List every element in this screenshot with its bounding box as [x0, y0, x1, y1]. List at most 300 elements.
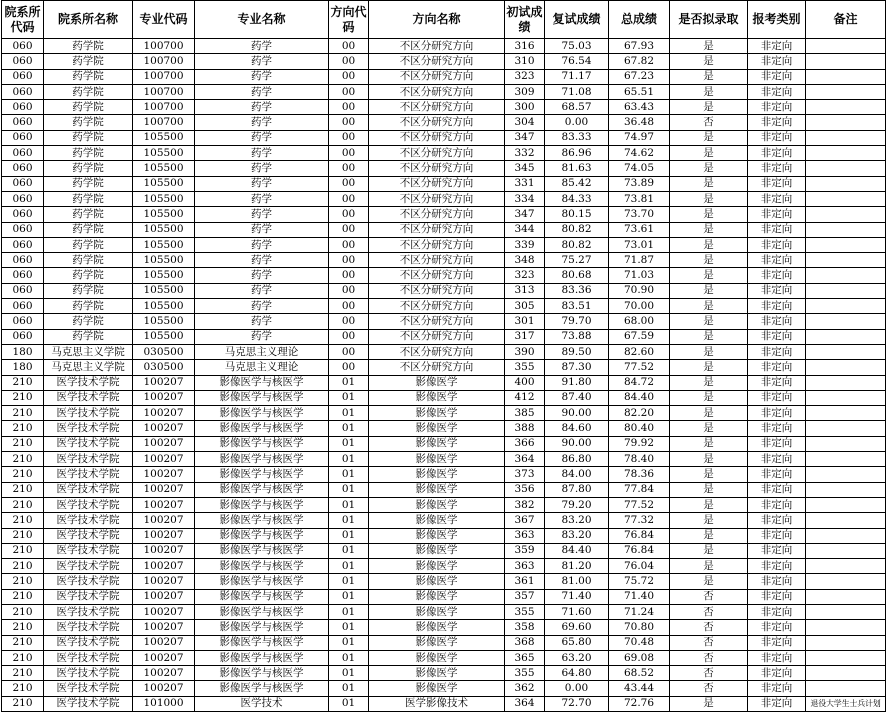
admit-status-cell: 是 [670, 191, 748, 206]
dept-code-cell: 210 [2, 559, 44, 574]
table-row [2, 467, 886, 482]
dept-name-cell: 医学技术学院 [44, 681, 133, 696]
total-score-cell: 80.40 [609, 421, 670, 436]
prelim-score-cell: 301 [505, 314, 545, 329]
dept-code-cell: 210 [2, 467, 44, 482]
dept-code-cell: 060 [2, 100, 44, 115]
total-score-cell: 70.00 [609, 299, 670, 314]
direction-code-cell: 01 [329, 421, 369, 436]
major-code-cell: 101000 [133, 696, 195, 711]
dept-name-cell: 医学技术学院 [44, 543, 133, 558]
direction-name-cell: 不区分研究方向 [369, 222, 505, 237]
apply-type-cell: 非定向 [748, 482, 806, 497]
apply-type-cell: 非定向 [748, 406, 806, 421]
apply-type-cell: 非定向 [748, 176, 806, 191]
prelim-score-cell: 347 [505, 130, 545, 145]
admit-status-cell: 否 [670, 589, 748, 604]
major-code-cell: 100700 [133, 115, 195, 130]
apply-type-cell: 非定向 [748, 283, 806, 298]
major-code-cell: 100207 [133, 666, 195, 681]
major-code-cell: 100207 [133, 650, 195, 665]
prelim-score-cell: 400 [505, 375, 545, 390]
apply-type-cell: 非定向 [748, 344, 806, 359]
apply-type-cell: 非定向 [748, 191, 806, 206]
table-row [2, 604, 886, 619]
apply-type-cell: 非定向 [748, 54, 806, 69]
apply-type-cell: 非定向 [748, 360, 806, 375]
prelim-score-cell: 355 [505, 360, 545, 375]
dept-code-cell: 210 [2, 436, 44, 451]
major-code-cell: 100207 [133, 421, 195, 436]
direction-code-cell: 00 [329, 146, 369, 161]
apply-type-cell: 非定向 [748, 666, 806, 681]
major-code-cell: 100207 [133, 635, 195, 650]
apply-type-cell: 非定向 [748, 207, 806, 222]
table-body [2, 39, 886, 712]
direction-name-cell: 不区分研究方向 [369, 54, 505, 69]
dept-code-cell: 210 [2, 421, 44, 436]
major-code-cell: 100207 [133, 513, 195, 528]
admit-status-cell: 否 [670, 115, 748, 130]
dept-name-cell: 医学技术学院 [44, 482, 133, 497]
dept-code-cell: 060 [2, 314, 44, 329]
direction-name-cell: 影像医学 [369, 452, 505, 467]
admission-results-table [1, 0, 886, 712]
total-score-cell: 71.40 [609, 589, 670, 604]
direction-name-cell: 不区分研究方向 [369, 237, 505, 252]
remarks-cell: 退役大学生士兵计划 [806, 696, 886, 711]
apply-type-cell: 非定向 [748, 696, 806, 711]
total-score-cell: 70.90 [609, 283, 670, 298]
apply-type-cell: 非定向 [748, 253, 806, 268]
direction-code-cell: 01 [329, 681, 369, 696]
dept-code-cell: 210 [2, 589, 44, 604]
direction-code-cell: 01 [329, 574, 369, 589]
dept-name-cell: 药学院 [44, 253, 133, 268]
prelim-score-cell: 345 [505, 161, 545, 176]
major-name-cell: 影像医学与核医学 [195, 574, 329, 589]
major-code-cell: 100207 [133, 406, 195, 421]
prelim-score-cell: 355 [505, 666, 545, 681]
table-row [2, 482, 886, 497]
table-row [2, 513, 886, 528]
admit-status-cell: 否 [670, 666, 748, 681]
apply-type-cell: 非定向 [748, 635, 806, 650]
dept-name-cell: 药学院 [44, 268, 133, 283]
table-row [2, 69, 886, 84]
direction-name-cell: 影像医学 [369, 650, 505, 665]
remarks-cell [806, 268, 886, 283]
retest-score-cell: 73.88 [545, 329, 609, 344]
direction-name-cell: 影像医学 [369, 666, 505, 681]
table-row [2, 237, 886, 252]
table-row [2, 650, 886, 665]
table-row [2, 283, 886, 298]
retest-score-cell: 81.00 [545, 574, 609, 589]
prelim-score-cell: 368 [505, 635, 545, 650]
major-name-cell: 药学 [195, 54, 329, 69]
header-apply-type: 报考类别 [748, 1, 806, 39]
major-code-cell: 100207 [133, 604, 195, 619]
admit-status-cell: 是 [670, 69, 748, 84]
remarks-cell [806, 513, 886, 528]
table-row [2, 574, 886, 589]
remarks-cell [806, 482, 886, 497]
dept-name-cell: 医学技术学院 [44, 375, 133, 390]
admit-status-cell: 是 [670, 559, 748, 574]
total-score-cell: 71.03 [609, 268, 670, 283]
remarks-cell [806, 681, 886, 696]
table-row [2, 390, 886, 405]
apply-type-cell: 非定向 [748, 543, 806, 558]
apply-type-cell: 非定向 [748, 161, 806, 176]
remarks-cell [806, 283, 886, 298]
total-score-cell: 69.08 [609, 650, 670, 665]
total-score-cell: 67.93 [609, 39, 670, 54]
direction-code-cell: 01 [329, 559, 369, 574]
remarks-cell [806, 421, 886, 436]
major-code-cell: 100207 [133, 390, 195, 405]
retest-score-cell: 76.54 [545, 54, 609, 69]
remarks-cell [806, 237, 886, 252]
admit-status-cell: 是 [670, 39, 748, 54]
retest-score-cell: 80.82 [545, 222, 609, 237]
dept-code-cell: 210 [2, 528, 44, 543]
dept-code-cell: 210 [2, 390, 44, 405]
major-name-cell: 影像医学与核医学 [195, 635, 329, 650]
apply-type-cell: 非定向 [748, 69, 806, 84]
remarks-cell [806, 54, 886, 69]
direction-name-cell: 影像医学 [369, 375, 505, 390]
admit-status-cell: 是 [670, 390, 748, 405]
dept-name-cell: 药学院 [44, 314, 133, 329]
retest-score-cell: 83.33 [545, 130, 609, 145]
major-name-cell: 影像医学与核医学 [195, 604, 329, 619]
major-name-cell: 药学 [195, 222, 329, 237]
dept-code-cell: 180 [2, 360, 44, 375]
dept-code-cell: 060 [2, 237, 44, 252]
major-name-cell: 药学 [195, 237, 329, 252]
header-major-code: 专业代码 [133, 1, 195, 39]
direction-code-cell: 01 [329, 666, 369, 681]
major-name-cell: 马克思主义理论 [195, 360, 329, 375]
remarks-cell [806, 635, 886, 650]
dept-name-cell: 医学技术学院 [44, 559, 133, 574]
prelim-score-cell: 348 [505, 253, 545, 268]
retest-score-cell: 71.60 [545, 604, 609, 619]
direction-code-cell: 01 [329, 482, 369, 497]
prelim-score-cell: 331 [505, 176, 545, 191]
dept-name-cell: 医学技术学院 [44, 589, 133, 604]
dept-name-cell: 药学院 [44, 146, 133, 161]
major-code-cell: 100700 [133, 84, 195, 99]
retest-score-cell: 68.57 [545, 100, 609, 115]
apply-type-cell: 非定向 [748, 620, 806, 635]
dept-name-cell: 药学院 [44, 69, 133, 84]
major-code-cell: 100207 [133, 467, 195, 482]
prelim-score-cell: 332 [505, 146, 545, 161]
prelim-score-cell: 356 [505, 482, 545, 497]
prelim-score-cell: 310 [505, 54, 545, 69]
total-score-cell: 82.20 [609, 406, 670, 421]
dept-code-cell: 210 [2, 482, 44, 497]
dept-code-cell: 210 [2, 696, 44, 711]
retest-score-cell: 85.42 [545, 176, 609, 191]
apply-type-cell: 非定向 [748, 39, 806, 54]
admit-status-cell: 否 [670, 604, 748, 619]
direction-name-cell: 医学影像技术 [369, 696, 505, 711]
direction-name-cell: 影像医学 [369, 467, 505, 482]
remarks-cell [806, 69, 886, 84]
dept-name-cell: 药学院 [44, 100, 133, 115]
retest-score-cell: 81.20 [545, 559, 609, 574]
remarks-cell [806, 574, 886, 589]
retest-score-cell: 86.80 [545, 452, 609, 467]
direction-name-cell: 影像医学 [369, 574, 505, 589]
retest-score-cell: 72.70 [545, 696, 609, 711]
table-row [2, 54, 886, 69]
major-code-cell: 100207 [133, 436, 195, 451]
total-score-cell: 75.72 [609, 574, 670, 589]
remarks-cell [806, 452, 886, 467]
header-dept-code: 院系所代码 [2, 1, 44, 39]
dept-name-cell: 药学院 [44, 283, 133, 298]
major-name-cell: 药学 [195, 69, 329, 84]
prelim-score-cell: 361 [505, 574, 545, 589]
major-code-cell: 100207 [133, 482, 195, 497]
direction-code-cell: 00 [329, 283, 369, 298]
direction-code-cell: 01 [329, 467, 369, 482]
dept-name-cell: 医学技术学院 [44, 467, 133, 482]
direction-code-cell: 01 [329, 620, 369, 635]
total-score-cell: 77.32 [609, 513, 670, 528]
major-name-cell: 影像医学与核医学 [195, 406, 329, 421]
direction-name-cell: 不区分研究方向 [369, 344, 505, 359]
table-row [2, 344, 886, 359]
prelim-score-cell: 355 [505, 604, 545, 619]
total-score-cell: 78.40 [609, 452, 670, 467]
major-code-cell: 100700 [133, 100, 195, 115]
total-score-cell: 67.82 [609, 54, 670, 69]
dept-name-cell: 医学技术学院 [44, 604, 133, 619]
admit-status-cell: 是 [670, 513, 748, 528]
dept-name-cell: 医学技术学院 [44, 574, 133, 589]
dept-code-cell: 060 [2, 39, 44, 54]
major-name-cell: 影像医学与核医学 [195, 467, 329, 482]
retest-score-cell: 80.68 [545, 268, 609, 283]
retest-score-cell: 81.63 [545, 161, 609, 176]
prelim-score-cell: 305 [505, 299, 545, 314]
major-code-cell: 100207 [133, 574, 195, 589]
dept-code-cell: 210 [2, 406, 44, 421]
direction-name-cell: 影像医学 [369, 421, 505, 436]
direction-name-cell: 影像医学 [369, 559, 505, 574]
table-row [2, 314, 886, 329]
prelim-score-cell: 334 [505, 191, 545, 206]
dept-name-cell: 药学院 [44, 84, 133, 99]
direction-name-cell: 不区分研究方向 [369, 314, 505, 329]
dept-code-cell: 060 [2, 146, 44, 161]
admit-status-cell: 是 [670, 207, 748, 222]
remarks-cell [806, 100, 886, 115]
prelim-score-cell: 347 [505, 207, 545, 222]
retest-score-cell: 75.03 [545, 39, 609, 54]
direction-name-cell: 不区分研究方向 [369, 299, 505, 314]
major-name-cell: 影像医学与核医学 [195, 436, 329, 451]
total-score-cell: 63.43 [609, 100, 670, 115]
major-code-cell: 105500 [133, 314, 195, 329]
major-name-cell: 影像医学与核医学 [195, 620, 329, 635]
total-score-cell: 77.52 [609, 497, 670, 512]
remarks-cell [806, 650, 886, 665]
major-code-cell: 030500 [133, 360, 195, 375]
major-code-cell: 105500 [133, 283, 195, 298]
major-code-cell: 105500 [133, 268, 195, 283]
dept-name-cell: 药学院 [44, 176, 133, 191]
admit-status-cell: 是 [670, 329, 748, 344]
remarks-cell [806, 360, 886, 375]
prelim-score-cell: 344 [505, 222, 545, 237]
major-name-cell: 药学 [195, 191, 329, 206]
major-name-cell: 影像医学与核医学 [195, 421, 329, 436]
prelim-score-cell: 364 [505, 452, 545, 467]
direction-code-cell: 01 [329, 604, 369, 619]
admit-status-cell: 是 [670, 237, 748, 252]
major-name-cell: 影像医学与核医学 [195, 528, 329, 543]
prelim-score-cell: 373 [505, 467, 545, 482]
apply-type-cell: 非定向 [748, 329, 806, 344]
direction-name-cell: 影像医学 [369, 589, 505, 604]
remarks-cell [806, 344, 886, 359]
table-row [2, 406, 886, 421]
table-row [2, 681, 886, 696]
dept-code-cell: 060 [2, 176, 44, 191]
table-row [2, 635, 886, 650]
dept-name-cell: 药学院 [44, 54, 133, 69]
remarks-cell [806, 620, 886, 635]
direction-name-cell: 不区分研究方向 [369, 207, 505, 222]
remarks-cell [806, 666, 886, 681]
apply-type-cell: 非定向 [748, 604, 806, 619]
apply-type-cell: 非定向 [748, 421, 806, 436]
table-row [2, 329, 886, 344]
direction-code-cell: 01 [329, 528, 369, 543]
direction-code-cell: 01 [329, 696, 369, 711]
direction-name-cell: 影像医学 [369, 681, 505, 696]
major-name-cell: 影像医学与核医学 [195, 650, 329, 665]
major-name-cell: 药学 [195, 268, 329, 283]
table-row [2, 360, 886, 375]
admit-status-cell: 是 [670, 84, 748, 99]
major-code-cell: 030500 [133, 344, 195, 359]
total-score-cell: 70.80 [609, 620, 670, 635]
major-code-cell: 100207 [133, 589, 195, 604]
total-score-cell: 76.04 [609, 559, 670, 574]
header-prelim-score: 初试成绩 [505, 1, 545, 39]
major-name-cell: 马克思主义理论 [195, 344, 329, 359]
apply-type-cell: 非定向 [748, 115, 806, 130]
dept-code-cell: 060 [2, 299, 44, 314]
admit-status-cell: 是 [670, 54, 748, 69]
table-row [2, 176, 886, 191]
direction-name-cell: 影像医学 [369, 497, 505, 512]
remarks-cell [806, 375, 886, 390]
prelim-score-cell: 358 [505, 620, 545, 635]
direction-code-cell: 01 [329, 452, 369, 467]
retest-score-cell: 63.20 [545, 650, 609, 665]
admit-status-cell: 是 [670, 314, 748, 329]
major-name-cell: 医学技术 [195, 696, 329, 711]
admit-status-cell: 是 [670, 528, 748, 543]
retest-score-cell: 69.60 [545, 620, 609, 635]
prelim-score-cell: 363 [505, 528, 545, 543]
admit-status-cell: 是 [670, 421, 748, 436]
apply-type-cell: 非定向 [748, 237, 806, 252]
retest-score-cell: 0.00 [545, 115, 609, 130]
direction-code-cell: 00 [329, 69, 369, 84]
dept-code-cell: 210 [2, 513, 44, 528]
direction-code-cell: 00 [329, 176, 369, 191]
header-direction-name: 方向名称 [369, 1, 505, 39]
total-score-cell: 73.81 [609, 191, 670, 206]
total-score-cell: 76.84 [609, 543, 670, 558]
remarks-cell [806, 39, 886, 54]
major-code-cell: 105500 [133, 222, 195, 237]
direction-name-cell: 不区分研究方向 [369, 130, 505, 145]
direction-code-cell: 00 [329, 360, 369, 375]
direction-name-cell: 影像医学 [369, 528, 505, 543]
dept-name-cell: 医学技术学院 [44, 650, 133, 665]
major-name-cell: 影像医学与核医学 [195, 559, 329, 574]
apply-type-cell: 非定向 [748, 467, 806, 482]
remarks-cell [806, 130, 886, 145]
admit-status-cell: 否 [670, 681, 748, 696]
direction-name-cell: 不区分研究方向 [369, 191, 505, 206]
prelim-score-cell: 366 [505, 436, 545, 451]
direction-name-cell: 不区分研究方向 [369, 39, 505, 54]
direction-name-cell: 影像医学 [369, 482, 505, 497]
direction-code-cell: 00 [329, 84, 369, 99]
dept-code-cell: 210 [2, 666, 44, 681]
apply-type-cell: 非定向 [748, 375, 806, 390]
apply-type-cell: 非定向 [748, 299, 806, 314]
admit-status-cell: 是 [670, 253, 748, 268]
admit-status-cell: 是 [670, 574, 748, 589]
retest-score-cell: 89.50 [545, 344, 609, 359]
table-row [2, 268, 886, 283]
direction-code-cell: 01 [329, 390, 369, 405]
major-name-cell: 药学 [195, 146, 329, 161]
dept-code-cell: 060 [2, 161, 44, 176]
admit-status-cell: 是 [670, 299, 748, 314]
major-code-cell: 100700 [133, 39, 195, 54]
dept-code-cell: 210 [2, 497, 44, 512]
direction-name-cell: 影像医学 [369, 436, 505, 451]
direction-name-cell: 影像医学 [369, 635, 505, 650]
major-name-cell: 影像医学与核医学 [195, 589, 329, 604]
direction-code-cell: 00 [329, 191, 369, 206]
major-name-cell: 药学 [195, 314, 329, 329]
major-name-cell: 影像医学与核医学 [195, 452, 329, 467]
direction-code-cell: 00 [329, 39, 369, 54]
remarks-cell [806, 528, 886, 543]
apply-type-cell: 非定向 [748, 84, 806, 99]
direction-code-cell: 01 [329, 589, 369, 604]
total-score-cell: 36.48 [609, 115, 670, 130]
retest-score-cell: 83.20 [545, 528, 609, 543]
dept-code-cell: 060 [2, 69, 44, 84]
major-code-cell: 100207 [133, 559, 195, 574]
